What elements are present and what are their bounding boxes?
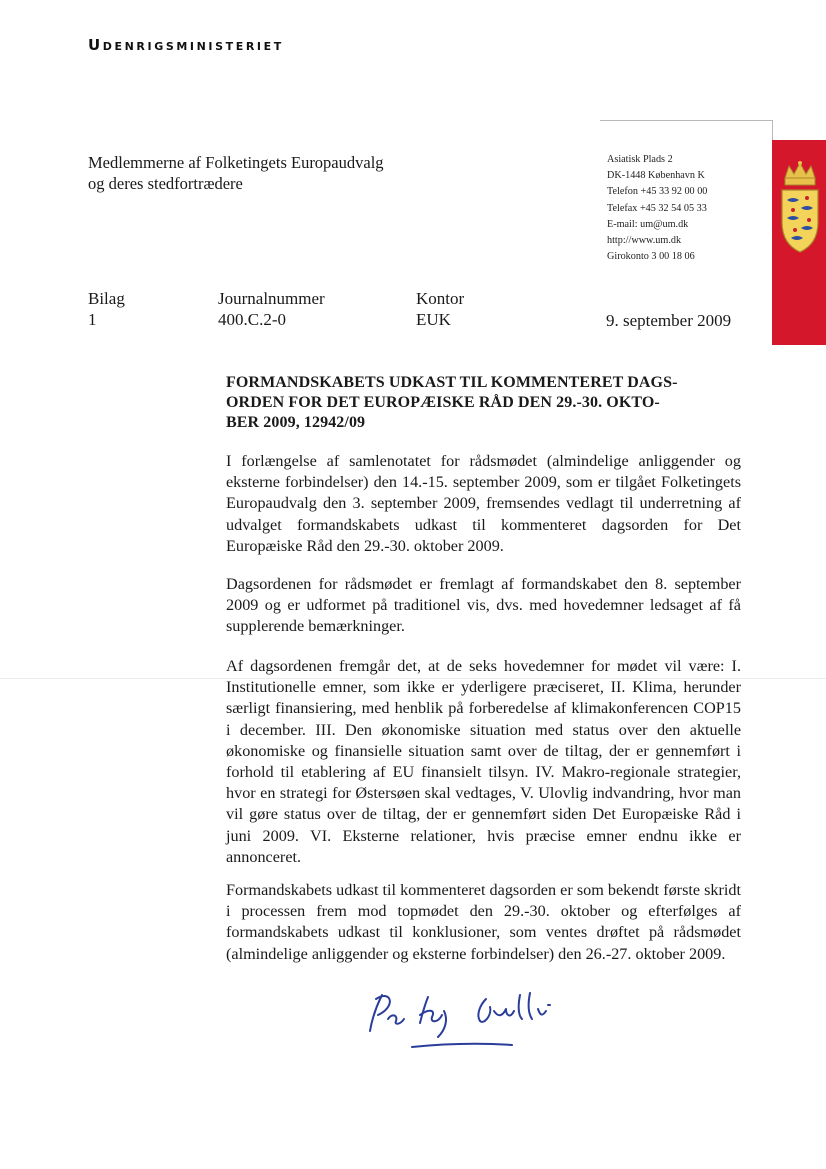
address-line: E-mail: um@um.dk xyxy=(607,218,689,230)
recipient-line: og deres stedfortrædere xyxy=(88,174,243,193)
address-line: Girokonto 3 00 18 06 xyxy=(607,251,695,263)
body-paragraph-1: I forlængelse af samlenotatet for rådsmødet (almindelige anliggender og eksterne forbindelser) den 14.-15. september 2009, som er tilgået Folketingets Europaudvalg den 3. september 2009, fremsendes vedlagt til underretning af udvalget formandskabets udkast til kommenteret dagsorden for Det Europæiske Råd den 29.-30. oktober 2009. xyxy=(226,452,741,555)
address-line: Telefax +45 32 54 05 33 xyxy=(607,202,707,214)
heading-line: FORMANDSKABETS UDKAST TIL KOMMENTERET DAGS- xyxy=(226,374,678,391)
letter-heading xyxy=(226,373,736,433)
header-rule xyxy=(600,120,772,121)
recipient-line: Medlemmerne af Folketingets Europaudvalg xyxy=(88,153,384,172)
journal-label: Journalnummer xyxy=(218,289,325,308)
heading-line: BER 2009, 12942/09 xyxy=(226,414,366,431)
address-line: Telefon +45 33 92 00 00 xyxy=(607,186,708,198)
ministry-name: Udenrigsministeriet xyxy=(88,36,284,54)
signature xyxy=(362,985,592,1055)
journal-value: 400.C.2-0 xyxy=(218,310,286,329)
bilag-label: Bilag xyxy=(88,289,125,308)
address-line: DK-1448 København K xyxy=(607,170,705,182)
letter-date: 9. september 2009 xyxy=(606,311,732,330)
body-paragraph-4: Formandskabets udkast til kommenteret dagsorden er som bekendt første skridt i processen frem mod topmødet den 29.-30. oktober og efterfølges af formandskabets udkast til konklusioner, som ventes drøftet på rådsmødet (almindelige anliggender og eksterne forbindelser) den 26.-27. oktober 2009. xyxy=(226,881,741,963)
sender-address xyxy=(607,152,707,265)
address-line: http://www.um.dk xyxy=(607,235,682,247)
recipient-block xyxy=(88,152,384,194)
address-line: Asiatisk Plads 2 xyxy=(607,154,673,165)
bilag-value: 1 xyxy=(88,310,97,329)
body-paragraph-3: Af dagsordenen fremgår det, at de seks hovedemner for mødet vil være: I. Institutionelle emner, som ikke er yderligere præciseret, II. Klima, herunder særligt finansiering, med henblik på forberedelse af klimakonferencen COP15 i december. III. Den økonomiske situation med status over den aktuelle økonomiske og finansielle situation samt over de tiltag, der er gennemført i forhold til etablering af EU finansielt tilsyn. IV. Makro-regionale strategier, hvor en strategi for Østersøen skal vedtages, V. Ulovlig indvandring, hvor man vil gøre status over de tiltag, der er gennemført siden Det Europæiske Råd i juni 2009. VI. Eksterne relationer, hvis præcise emner endnu ikke er annonceret. xyxy=(226,657,741,866)
heading-line: ORDEN FOR DET EUROPÆISKE RÅD DEN 29.-30. OKTO- xyxy=(226,394,660,411)
coat-of-arms-icon xyxy=(777,160,823,258)
kontor-value: EUK xyxy=(416,310,451,329)
kontor-label: Kontor xyxy=(416,289,465,308)
body-paragraph-2: Dagsordenen for rådsmødet er fremlagt af formandskabet den 8. september 2009 og er udformet på traditionel vis, dvs. med hovedemner ledsaget af få supplerende bemærkninger. xyxy=(226,575,741,636)
